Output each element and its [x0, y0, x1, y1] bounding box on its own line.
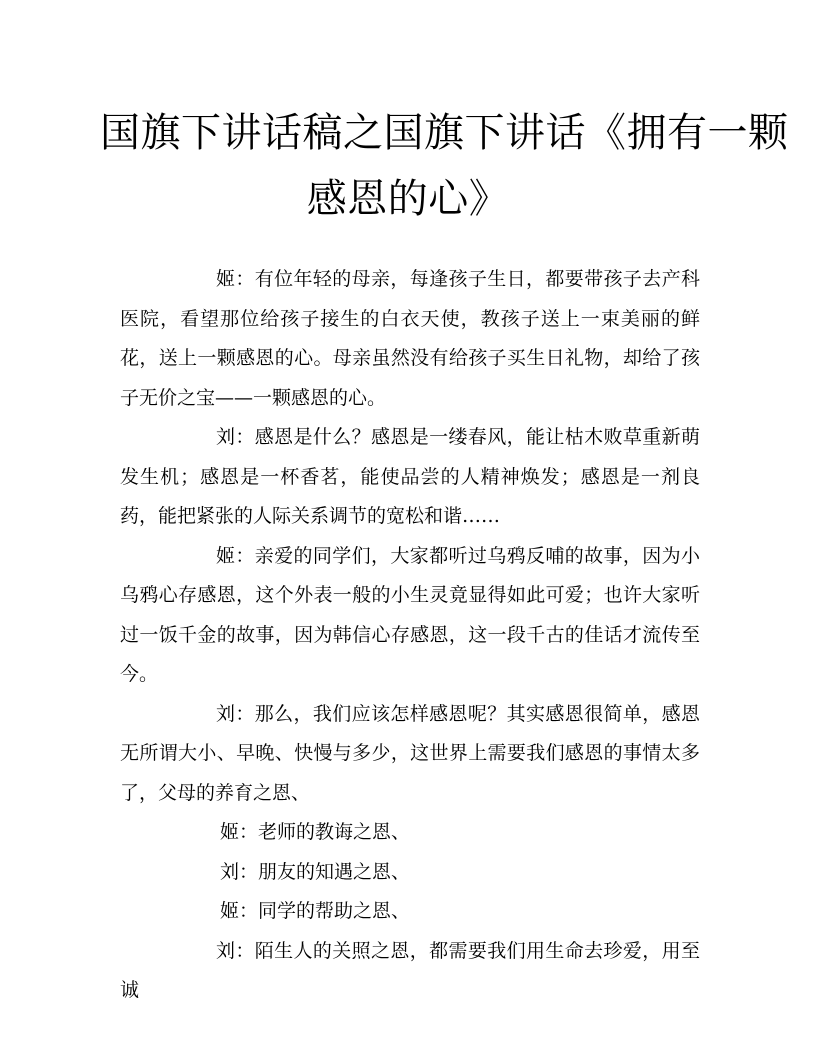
paragraph-2: 刘：感恩是什么？感恩是一缕春风，能让枯木败草重新萌发生机；感恩是一杯香茗，能使品尝的人精神焕发；感恩是一剂良药，能把紧张的人际关系调节的宽松和谐……	[120, 426, 700, 527]
paragraph-8: 刘：陌生人的关照之恩，都需要我们用生命去珍爱，用至诚	[120, 939, 700, 1001]
document-body	[120, 260, 700, 1011]
paragraph-4: 刘：那么，我们应该怎样感恩呢？其实感恩很简单，感恩无所谓大小、早晚、快慢与多少，这世界上需要我们感恩的事情太多了，父母的养育之恩、	[120, 702, 700, 804]
title-line-1: 国旗下讲话稿之国旗下讲话《拥有一颗	[100, 110, 789, 156]
document-title	[100, 100, 789, 232]
title-line-2: 感恩的心》	[306, 176, 510, 222]
paragraph-6: 刘：朋友的知遇之恩、	[220, 860, 411, 883]
paragraph-5: 姬：老师的教诲之恩、	[220, 821, 411, 843]
paragraph-7: 姬：同学的帮助之恩、	[220, 900, 411, 922]
paragraph-3: 姬：亲爱的同学们，大家都听过乌鸦反哺的故事，因为小乌鸦心存感恩，这个外表一般的小生灵竟显得如此可爱；也许大家听过一饭千金的故事，因为韩信心存感恩，这一段千古的佳话才流传至今。	[120, 544, 700, 685]
paragraph-1: 姬：有位年轻的母亲，每逢孩子生日，都要带孩子去产科医院，看望那位给孩子接生的白衣天使，教孩子送上一束美丽的鲜花，送上一颗感恩的心。母亲虽然没有给孩子买生日礼物，却给了孩子无价之宝——一颗感恩的心。	[120, 268, 700, 409]
